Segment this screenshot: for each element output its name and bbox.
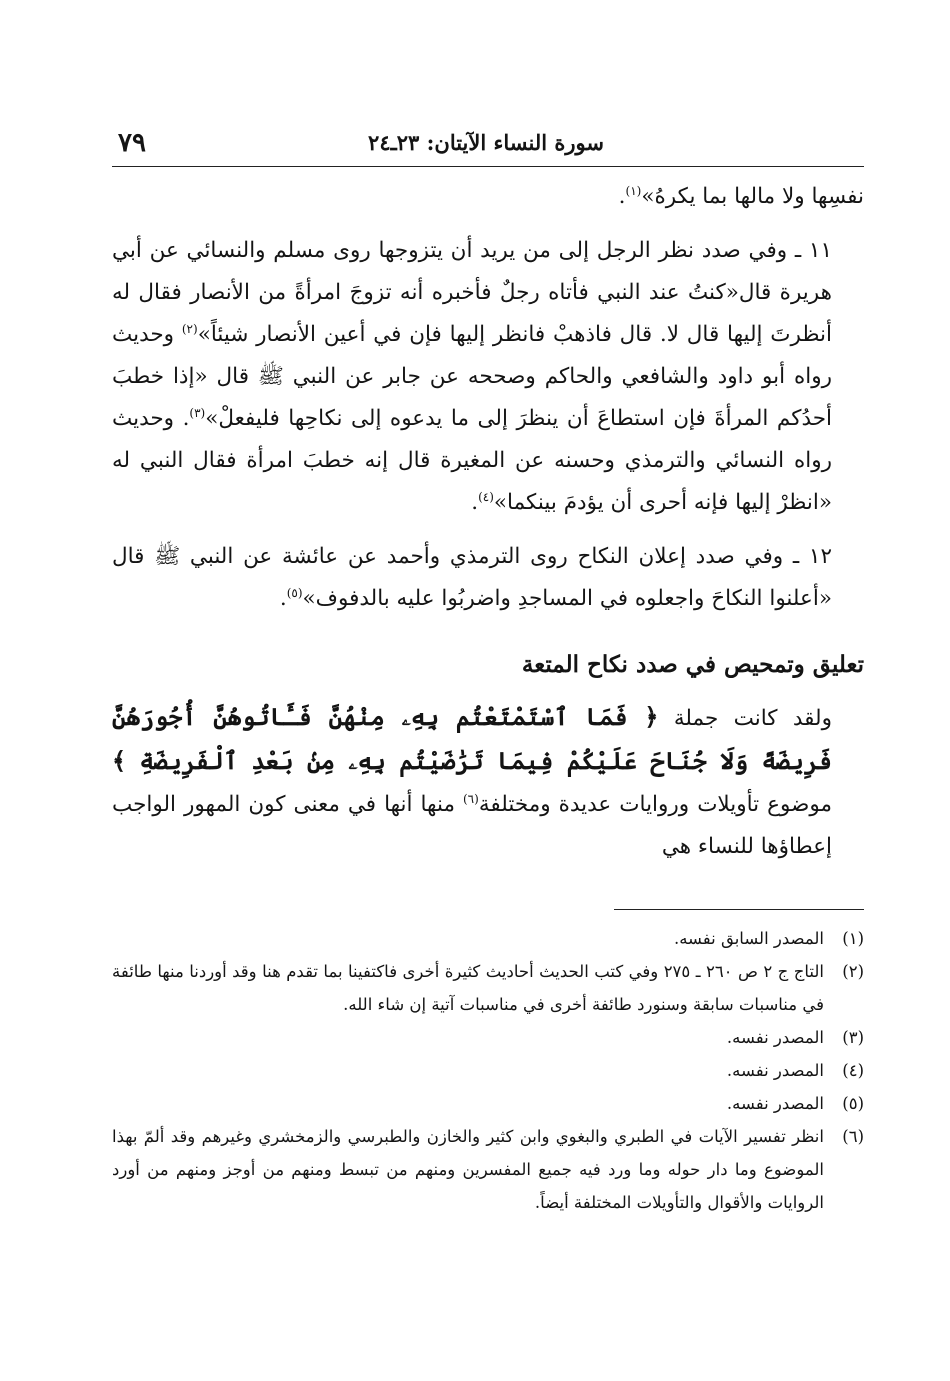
header-rule bbox=[112, 166, 864, 167]
footnote-ref-2[interactable]: (٢) bbox=[181, 321, 198, 336]
footnote-text: المصدر نفسه. bbox=[726, 1094, 824, 1113]
footnote-ref-5[interactable]: (٥) bbox=[286, 585, 303, 600]
body-text bbox=[112, 176, 864, 868]
paragraph-text: منها أنها في معنى كون المهور الواجب إعطاؤها للنساء هي bbox=[112, 792, 832, 859]
footnote bbox=[112, 922, 864, 955]
footnote-separator bbox=[614, 909, 864, 910]
footnote bbox=[112, 955, 864, 1021]
footnote bbox=[112, 1021, 864, 1054]
sentence-end: . bbox=[279, 586, 287, 611]
footnote-text: المصدر السابق نفسه. bbox=[673, 929, 824, 948]
footnote-ref-1[interactable]: (١) bbox=[625, 183, 642, 198]
paragraph-text: . وحديث رواه النسائي والترمذي وحسنه عن المغيرة قال إنه خطبَ امرأة فقال النبي له «انظرْ إليها فإنه أحرى أن يؤدمَ بينكما» bbox=[112, 406, 832, 515]
footnote-number: (٢) bbox=[842, 962, 864, 981]
sentence-end: . bbox=[618, 184, 626, 209]
paragraph-12 bbox=[112, 536, 864, 620]
footnote-number: (٣) bbox=[842, 1028, 864, 1047]
section-heading: تعليق وتمحيص في صدد نكاح المتعة bbox=[521, 651, 864, 678]
running-header bbox=[112, 128, 864, 168]
footnote-number: (٤) bbox=[842, 1061, 864, 1080]
paragraph-text: نفسِها ولا مالها بما يكرهُ» bbox=[641, 184, 864, 209]
footnote-text: التاج ج ٢ ص ٢٦٠ ـ ٢٧٥ وفي كتب الحديث أحاديث كثيرة أخرى فاكتفينا بما تقدم هنا وقد أوردنا منها طائفة في مناسبات سابقة وسنورد طائفة أخرى في مناسبات آتية إن شاء الله. bbox=[112, 962, 824, 1014]
footnote bbox=[112, 1054, 864, 1087]
footnote bbox=[112, 1087, 864, 1120]
footnote-number: (١) bbox=[842, 929, 864, 948]
header-title: سورة النساء الآيتان: ٢٣ـ٢٤ bbox=[368, 130, 604, 155]
footnote-number: (٥) bbox=[842, 1094, 864, 1113]
footnote-text: المصدر نفسه. bbox=[726, 1061, 824, 1080]
quran-verse: ﴿ فَمَا ٱسْتَمْتَعْتُم بِهِۦ مِنْهُنَّ فَـَٔاتُوهُنَّ أُجُورَهُنَّ فَرِيضَةً وَلَا جُنَاحَ عَلَيْكُمْ فِيمَا تَرَٰضَيْتُم بِهِۦ مِنۢ بَعْدِ ٱلْفَرِيضَةِ ﴾ bbox=[112, 702, 832, 775]
footnote-text: المصدر نفسه. bbox=[726, 1028, 824, 1047]
sentence-end: . bbox=[471, 490, 479, 515]
paragraph-text: وحديث رواه أبو داود والشافعي والحاكم وصححه عن جابر عن النبي ﷺ قال «إذا خطبَ أحدُكم المرأةَ فإن استطاعَ أن ينظرَ إلى ما يدعوه إلى نكاحِها فليفعلْ» bbox=[112, 322, 832, 431]
paragraph-13 bbox=[112, 696, 864, 868]
paragraph-text: ١١ ـ وفي صدد نظر الرجل إلى من يريد أن يتزوجها روى مسلم والنسائي عن أبي هريرة قال«كنتُ عند النبي فأتاه رجلٌ فأخبره أنه تزوجَ امرأةً من الأنصار فقال له أنظرتَ إليها قال لا. قال فاذهبْ فانظر إليها فإن في أعين الأنصار شيئاً» bbox=[112, 238, 833, 347]
footnote-ref-6[interactable]: (٦) bbox=[462, 791, 479, 806]
footnotes bbox=[112, 922, 864, 1219]
footnote-ref-3[interactable]: (٣) bbox=[189, 405, 206, 420]
paragraph-text: ولقد كانت جملة bbox=[658, 706, 832, 731]
paragraph-text: ١٢ ـ وفي صدد إعلان النكاح روى الترمذي وأحمد عن عائشة عن النبي ﷺ قال «أعلنوا النكاحَ واجعلوه في المساجدِ واضربُوا عليه بالدفوف» bbox=[112, 544, 832, 611]
paragraph-continued bbox=[112, 176, 864, 218]
paragraph-11 bbox=[112, 230, 864, 524]
footnote-number: (٦) bbox=[842, 1127, 864, 1146]
paragraph-text: موضوع تأويلات وروايات عديدة ومختلفة bbox=[478, 792, 832, 817]
footnote bbox=[112, 1120, 864, 1219]
page-number: ٧٩ bbox=[118, 128, 146, 158]
footnote-ref-4[interactable]: (٤) bbox=[478, 489, 494, 504]
footnote-text: انظر تفسير الآيات في الطبري والبغوي وابن كثير والخازن والطبرسي والزمخشري وغيرهم وقد ألمّ بهذا الموضوع وما دار حوله وما ورد فيه جميع المفسرين ومنهم من تبسط ومنهم من أوجز ومنهم من أورد الروايات والأقوال والتأويلات المختلفة أيضاً. bbox=[112, 1127, 824, 1212]
